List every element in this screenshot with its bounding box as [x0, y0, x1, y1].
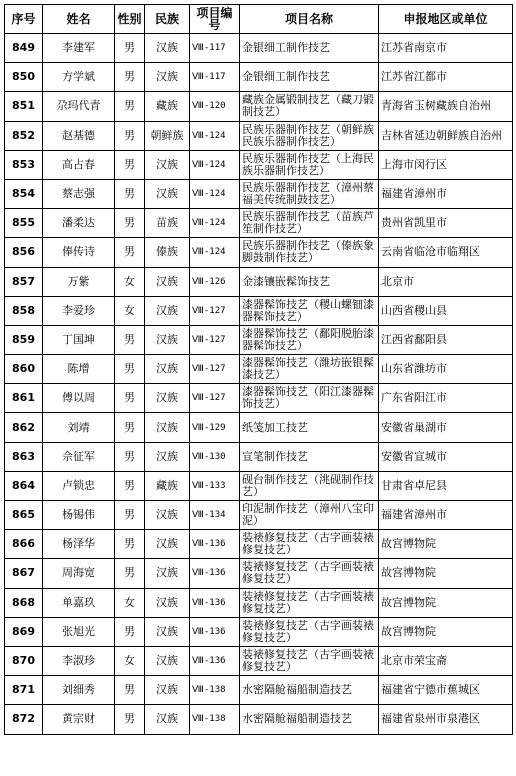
cell-ethnicity: 汉族	[145, 501, 190, 530]
table-row	[5, 179, 513, 208]
cell-region: 江苏省江都市	[379, 63, 513, 92]
table-row	[5, 705, 513, 734]
cell-name: 李淑珍	[43, 646, 115, 675]
cell-region: 贵州省凯里市	[379, 209, 513, 238]
cell-ethnicity: 藏族	[145, 92, 190, 121]
cell-code: Ⅷ-136	[190, 559, 240, 588]
table-body	[5, 34, 513, 735]
cell-project: 漆器髹饰技艺（潍坊嵌银髹漆技艺）	[240, 355, 379, 384]
cell-project: 装裱修复技艺（古字画装裱修复技艺）	[240, 646, 379, 675]
cell-ethnicity: 汉族	[145, 34, 190, 63]
cell-no: 851	[5, 92, 43, 121]
cell-no: 852	[5, 121, 43, 150]
cell-ethnicity: 汉族	[145, 588, 190, 617]
table-row	[5, 150, 513, 179]
cell-sex: 男	[115, 150, 145, 179]
cell-sex: 男	[115, 92, 145, 121]
cell-region: 福建省漳州市	[379, 179, 513, 208]
cell-name: 陈增	[43, 355, 115, 384]
cell-code: Ⅷ-136	[190, 588, 240, 617]
header-name: 姓名	[43, 5, 115, 34]
cell-region: 江西省鄱阳县	[379, 325, 513, 354]
cell-sex: 男	[115, 179, 145, 208]
cell-sex: 男	[115, 355, 145, 384]
cell-ethnicity: 汉族	[145, 413, 190, 442]
cell-name: 佘征军	[43, 442, 115, 471]
cell-name: 黄宗财	[43, 705, 115, 734]
cell-name: 李建军	[43, 34, 115, 63]
cell-ethnicity: 汉族	[145, 705, 190, 734]
cell-no: 868	[5, 588, 43, 617]
table-row	[5, 646, 513, 675]
heritage-bearers-table	[4, 4, 513, 735]
cell-project: 民族乐器制作技艺（朝鲜族民族乐器制作技艺）	[240, 121, 379, 150]
cell-code: Ⅷ-120	[190, 92, 240, 121]
cell-region: 青海省玉树藏族自治州	[379, 92, 513, 121]
cell-sex: 男	[115, 471, 145, 500]
cell-ethnicity: 汉族	[145, 267, 190, 296]
cell-project: 金银细工制作技艺	[240, 63, 379, 92]
cell-region: 故宫博物院	[379, 530, 513, 559]
cell-project: 装裱修复技艺（古字画装裱修复技艺）	[240, 617, 379, 646]
cell-project: 民族乐器制作技艺（漳州蔡福美传统制鼓技艺）	[240, 179, 379, 208]
cell-project: 民族乐器制作技艺（傣族象脚鼓制作技艺）	[240, 238, 379, 267]
cell-ethnicity: 汉族	[145, 646, 190, 675]
cell-region: 江苏省南京市	[379, 34, 513, 63]
cell-code: Ⅷ-124	[190, 209, 240, 238]
cell-project: 藏族金属锻制技艺（藏刀锻制技艺）	[240, 92, 379, 121]
header-code: 项目编号	[190, 5, 240, 34]
cell-project: 纸笺加工技艺	[240, 413, 379, 442]
cell-code: Ⅷ-117	[190, 63, 240, 92]
cell-code: Ⅷ-133	[190, 471, 240, 500]
cell-no: 859	[5, 325, 43, 354]
cell-project: 漆器髹饰技艺（鄱阳脱胎漆器髹饰技艺）	[240, 325, 379, 354]
cell-sex: 男	[115, 63, 145, 92]
cell-no: 860	[5, 355, 43, 384]
table-row	[5, 617, 513, 646]
table-row	[5, 471, 513, 500]
table-row	[5, 63, 513, 92]
cell-ethnicity: 汉族	[145, 325, 190, 354]
cell-sex: 男	[115, 121, 145, 150]
cell-ethnicity: 藏族	[145, 471, 190, 500]
cell-sex: 男	[115, 413, 145, 442]
table-row	[5, 355, 513, 384]
cell-region: 故宫博物院	[379, 588, 513, 617]
cell-no: 856	[5, 238, 43, 267]
table-row	[5, 325, 513, 354]
cell-name: 李爱珍	[43, 296, 115, 325]
cell-name: 俸传诗	[43, 238, 115, 267]
cell-ethnicity: 汉族	[145, 617, 190, 646]
cell-no: 872	[5, 705, 43, 734]
cell-ethnicity: 汉族	[145, 530, 190, 559]
cell-code: Ⅷ-124	[190, 179, 240, 208]
cell-sex: 男	[115, 325, 145, 354]
cell-region: 故宫博物院	[379, 559, 513, 588]
cell-no: 865	[5, 501, 43, 530]
cell-ethnicity: 汉族	[145, 355, 190, 384]
cell-region: 福建省宁德市蕉城区	[379, 676, 513, 705]
cell-code: Ⅷ-136	[190, 646, 240, 675]
cell-code: Ⅷ-124	[190, 150, 240, 179]
cell-region: 福建省泉州市泉港区	[379, 705, 513, 734]
cell-region: 吉林省延边朝鲜族自治州	[379, 121, 513, 150]
cell-sex: 男	[115, 617, 145, 646]
table-header-row	[5, 5, 513, 34]
cell-region: 上海市闵行区	[379, 150, 513, 179]
table-row	[5, 34, 513, 63]
cell-code: Ⅷ-136	[190, 530, 240, 559]
cell-sex: 男	[115, 705, 145, 734]
cell-no: 867	[5, 559, 43, 588]
cell-code: Ⅷ-126	[190, 267, 240, 296]
table-row	[5, 209, 513, 238]
cell-no: 853	[5, 150, 43, 179]
cell-sex: 女	[115, 296, 145, 325]
cell-project: 金银细工制作技艺	[240, 34, 379, 63]
cell-code: Ⅷ-129	[190, 413, 240, 442]
cell-name: 单嘉玖	[43, 588, 115, 617]
cell-project: 砚台制作技艺（洮砚制作技艺）	[240, 471, 379, 500]
cell-sex: 男	[115, 501, 145, 530]
cell-project: 漆器髹饰技艺（阳江漆器髹饰技艺）	[240, 384, 379, 413]
cell-code: Ⅷ-124	[190, 238, 240, 267]
cell-code: Ⅷ-117	[190, 34, 240, 63]
cell-region: 山东省潍坊市	[379, 355, 513, 384]
cell-code: Ⅷ-127	[190, 384, 240, 413]
cell-ethnicity: 苗族	[145, 209, 190, 238]
header-no: 序号	[5, 5, 43, 34]
cell-project: 水密隔舱福船制造技艺	[240, 705, 379, 734]
header-project: 项目名称	[240, 5, 379, 34]
cell-ethnicity: 汉族	[145, 442, 190, 471]
cell-no: 861	[5, 384, 43, 413]
cell-sex: 女	[115, 588, 145, 617]
table-row	[5, 267, 513, 296]
table-row	[5, 121, 513, 150]
cell-name: 丁国坤	[43, 325, 115, 354]
cell-region: 安徽省宣城市	[379, 442, 513, 471]
cell-name: 杨泽华	[43, 530, 115, 559]
cell-project: 宣笔制作技艺	[240, 442, 379, 471]
cell-name: 蔡志强	[43, 179, 115, 208]
header-sex: 性别	[115, 5, 145, 34]
cell-ethnicity: 汉族	[145, 559, 190, 588]
cell-name: 杨锡伟	[43, 501, 115, 530]
cell-ethnicity: 汉族	[145, 63, 190, 92]
cell-name: 张旭光	[43, 617, 115, 646]
cell-no: 849	[5, 34, 43, 63]
cell-no: 862	[5, 413, 43, 442]
cell-no: 855	[5, 209, 43, 238]
cell-project: 装裱修复技艺（古字画装裱修复技艺）	[240, 559, 379, 588]
table-row	[5, 530, 513, 559]
table-row	[5, 384, 513, 413]
cell-name: 傅以周	[43, 384, 115, 413]
table-row	[5, 588, 513, 617]
cell-name: 卢锁忠	[43, 471, 115, 500]
cell-sex: 男	[115, 559, 145, 588]
cell-no: 857	[5, 267, 43, 296]
cell-code: Ⅷ-134	[190, 501, 240, 530]
table-row	[5, 238, 513, 267]
header-ethnicity: 民族	[145, 5, 190, 34]
cell-no: 866	[5, 530, 43, 559]
cell-code: Ⅷ-127	[190, 355, 240, 384]
cell-name: 刘细秀	[43, 676, 115, 705]
cell-code: Ⅷ-138	[190, 705, 240, 734]
cell-project: 漆器髹饰技艺（稷山螺钿漆器髹饰技艺）	[240, 296, 379, 325]
cell-name: 尕玛代青	[43, 92, 115, 121]
cell-code: Ⅷ-124	[190, 121, 240, 150]
cell-no: 871	[5, 676, 43, 705]
cell-region: 山西省稷山县	[379, 296, 513, 325]
cell-no: 864	[5, 471, 43, 500]
cell-name: 高占春	[43, 150, 115, 179]
cell-code: Ⅷ-127	[190, 296, 240, 325]
cell-ethnicity: 汉族	[145, 676, 190, 705]
cell-code: Ⅷ-127	[190, 325, 240, 354]
cell-sex: 男	[115, 530, 145, 559]
cell-project: 民族乐器制作技艺（上海民族乐器制作技艺）	[240, 150, 379, 179]
cell-region: 北京市荣宝斋	[379, 646, 513, 675]
cell-no: 854	[5, 179, 43, 208]
cell-project: 印泥制作技艺（漳州八宝印泥）	[240, 501, 379, 530]
cell-project: 装裱修复技艺（古字画装裱修复技艺）	[240, 530, 379, 559]
cell-code: Ⅷ-136	[190, 617, 240, 646]
cell-name: 万紫	[43, 267, 115, 296]
cell-sex: 男	[115, 442, 145, 471]
cell-name: 潘柔达	[43, 209, 115, 238]
cell-region: 福建省漳州市	[379, 501, 513, 530]
cell-name: 赵基德	[43, 121, 115, 150]
cell-ethnicity: 朝鲜族	[145, 121, 190, 150]
table-row	[5, 92, 513, 121]
cell-name: 刘靖	[43, 413, 115, 442]
cell-code: Ⅷ-138	[190, 676, 240, 705]
cell-region: 广东省阳江市	[379, 384, 513, 413]
cell-no: 869	[5, 617, 43, 646]
table-row	[5, 296, 513, 325]
cell-sex: 女	[115, 267, 145, 296]
table-row	[5, 676, 513, 705]
cell-name: 方学斌	[43, 63, 115, 92]
cell-no: 870	[5, 646, 43, 675]
cell-no: 850	[5, 63, 43, 92]
cell-region: 甘肃省卓尼县	[379, 471, 513, 500]
cell-no: 863	[5, 442, 43, 471]
table-row	[5, 442, 513, 471]
cell-project: 民族乐器制作技艺（苗族芦笙制作技艺）	[240, 209, 379, 238]
cell-sex: 男	[115, 238, 145, 267]
cell-sex: 男	[115, 209, 145, 238]
table-row	[5, 501, 513, 530]
cell-project: 金漆镶嵌髹饰技艺	[240, 267, 379, 296]
cell-ethnicity: 汉族	[145, 150, 190, 179]
cell-no: 858	[5, 296, 43, 325]
cell-code: Ⅷ-130	[190, 442, 240, 471]
cell-project: 水密隔舱福船制造技艺	[240, 676, 379, 705]
cell-sex: 男	[115, 676, 145, 705]
cell-region: 安徽省巢湖市	[379, 413, 513, 442]
cell-sex: 女	[115, 646, 145, 675]
cell-ethnicity: 汉族	[145, 296, 190, 325]
header-region: 申报地区或单位	[379, 5, 513, 34]
table-row	[5, 559, 513, 588]
cell-ethnicity: 汉族	[145, 179, 190, 208]
cell-ethnicity: 傣族	[145, 238, 190, 267]
cell-region: 故宫博物院	[379, 617, 513, 646]
cell-region: 云南省临沧市临翔区	[379, 238, 513, 267]
cell-sex: 男	[115, 384, 145, 413]
cell-sex: 男	[115, 34, 145, 63]
cell-region: 北京市	[379, 267, 513, 296]
table-row	[5, 413, 513, 442]
cell-ethnicity: 汉族	[145, 384, 190, 413]
cell-name: 周海宽	[43, 559, 115, 588]
cell-project: 装裱修复技艺（古字画装裱修复技艺）	[240, 588, 379, 617]
